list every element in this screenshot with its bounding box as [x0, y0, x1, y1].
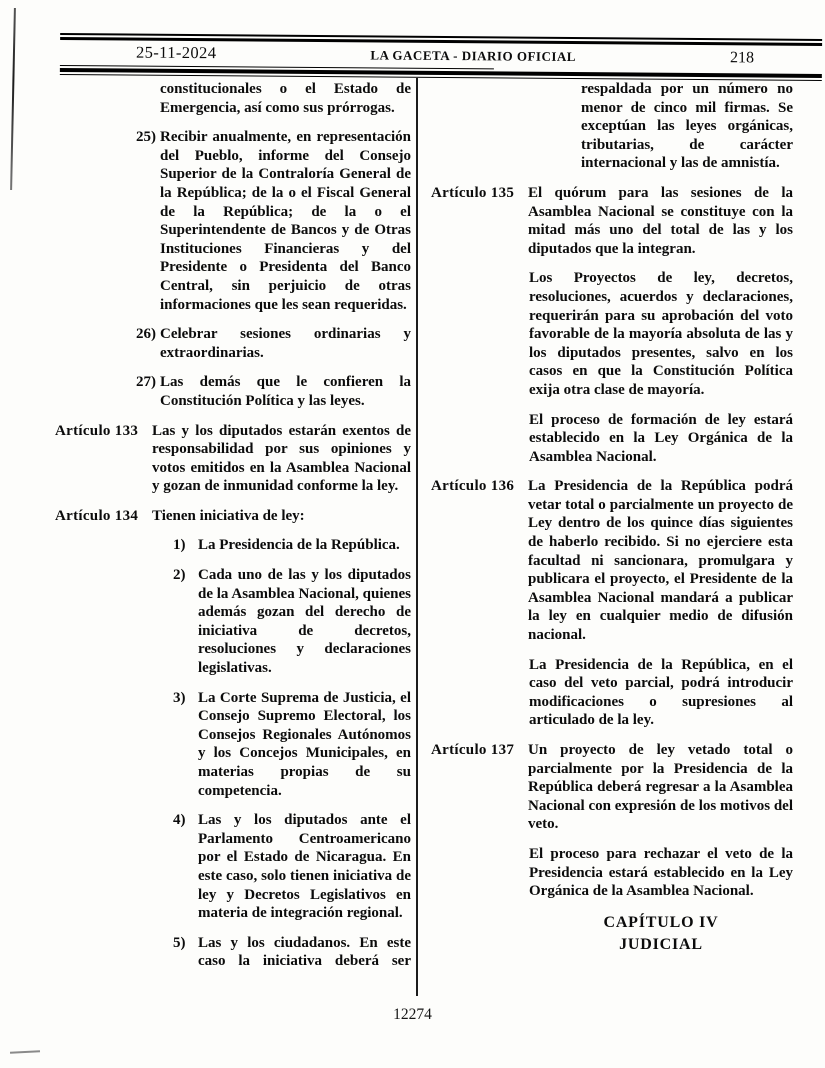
sub-item-4 — [55, 811, 411, 923]
item-text: Celebrar sesiones ordinarias y extraordinarias. — [160, 326, 411, 361]
right-column — [431, 80, 793, 956]
scan-artifact-vertical-line — [10, 8, 16, 190]
item-text: Cada uno de las y los diputados de la Asamblea Nacional, quienes además gozan del derecho de iniciativa de decretos, resoluciones y declaraciones legislativas. — [198, 567, 411, 677]
article-label: Artículo 133 — [55, 422, 139, 439]
continuation-paragraph: respaldada por un número no menor de cinco mil firmas. Se exceptúan las leyes orgánicas, tributarias, de carácter internacional y las de amnistía. — [581, 81, 793, 172]
item-number: 1) — [173, 537, 186, 554]
chapter-title: CAPÍTULO IV — [603, 913, 719, 931]
article-135-paragraph-2: Los Proyectos de ley, decretos, resoluciones, acuerdos y declaraciones, requerirán para su aprobación del voto favorable de la mayoría absoluta de las y los diputados presentes, salvo en los casos en que la Constitución Política exija otra clase de mayoría. — [529, 270, 793, 398]
item-number: 26) — [136, 326, 156, 343]
sub-item-1 — [55, 536, 411, 555]
article-body: Tienen iniciativa de ley: — [152, 507, 305, 524]
item-number: 4) — [173, 812, 186, 829]
header-date: 25-11-2024 — [135, 42, 217, 63]
article-body: La Presidencia de la República podrá vetar total o parcialmente un proyecto de Ley dentro de los quince días siguientes de haberlo recibido. Si no ejerciere esta facultad ni sancionara, promulgara y publicara el proyecto, el Presidente de la Asamblea Nacional mandará a publicar la ley en cualquier medio de difusión nacional. — [528, 478, 793, 644]
article-136-paragraph-2: La Presidencia de la República, en el caso del veto parcial, podrá introducir modificaciones o supresiones al articulado de la ley. — [529, 656, 793, 729]
article-135 — [431, 184, 793, 258]
item-text: La Corte Suprema de Justicia, el Consejo Supremo Electoral, los Consejos Regionales Autónomos y los Concejos Municipales, en materias propias de su competencia. — [198, 689, 411, 799]
continuation-paragraph: constitucionales o el Estado de Emergencia, así como sus prórrogas. — [160, 81, 411, 116]
item-text: Las y los diputados ante el Parlamento Centroamericano por el Estado de Nicaragua. En este caso, solo tienen iniciativa de ley y Decretos Legislativos en materia de integración regional. — [198, 812, 411, 922]
item-text: Recibir anualmente, en representación del Pueblo, informe del Consejo Superior de la Contraloría General de la República; de la o el Fiscal General de la República; de la o el Superintendente de Bancos y de Otras Instituciones Financieras y del Presidente o Presidenta del Banco Central, sin perjuicio de otras informaciones que les sean requeridas. — [160, 129, 411, 313]
folio-number: 12274 — [393, 1006, 432, 1023]
article-body: El quórum para las sesiones de la Asamblea Nacional se constituye con la mitad más uno del total de las y los diputados que la integran. — [528, 184, 793, 257]
item-text: La Presidencia de la República. — [198, 537, 400, 554]
article-label: Artículo 134 — [55, 507, 139, 524]
header-page-number: 218 — [729, 49, 755, 67]
chapter-heading — [431, 912, 793, 956]
item-number: 2) — [173, 567, 186, 584]
header-title: LA GACETA - DIARIO OFICIAL — [370, 47, 577, 65]
scan-artifact-mark — [10, 1050, 40, 1053]
numbered-item-27 — [55, 373, 411, 410]
item-number: 25) — [136, 129, 156, 146]
article-137 — [431, 741, 793, 834]
article-137-paragraph-2: El proceso para rechazar el veto de la Presidencia estará establecido en la Ley Orgánica de la Asamblea Nacional. — [529, 845, 793, 900]
numbered-item-26 — [55, 325, 411, 362]
article-label: Artículo 135 — [431, 184, 515, 201]
article-133 — [55, 422, 411, 496]
numbered-item-25 — [55, 128, 411, 314]
article-body: Las y los diputados estarán exentos de responsabilidad por sus opiniones y votos emitidos en la Asamblea Nacional y gozan de inmunidad conforme la ley. — [152, 422, 411, 495]
item-text: Las demás que le confieren la Constitución Política y las leyes. — [160, 374, 411, 409]
item-number: 27) — [136, 374, 156, 391]
article-136 — [431, 477, 793, 644]
left-column — [55, 80, 411, 982]
article-body: Un proyecto de ley vetado total o parcialmente por la Presidencia de la República deberá regresar a la Asamblea Nacional con expresión de los motivos del veto. — [528, 742, 793, 833]
page-header — [60, 33, 822, 81]
article-135-paragraph-3: El proceso de formación de ley estará establecido en la Ley Orgánica de la Asamblea Nacional. — [529, 411, 793, 465]
sub-item-2 — [55, 566, 411, 678]
article-134 — [55, 507, 411, 526]
chapter-subtitle: JUDICIAL — [619, 935, 703, 953]
article-label: Artículo 136 — [431, 478, 515, 495]
item-number: 5) — [173, 934, 186, 951]
sub-item-5 — [55, 934, 411, 971]
item-text: Las y los ciudadanos. En este caso la iniciativa deberá ser — [198, 934, 411, 970]
header-row — [60, 40, 822, 72]
item-number: 3) — [173, 689, 186, 706]
sub-item-3 — [55, 689, 411, 801]
column-divider-line — [416, 78, 418, 996]
article-label: Artículo 137 — [431, 742, 515, 758]
